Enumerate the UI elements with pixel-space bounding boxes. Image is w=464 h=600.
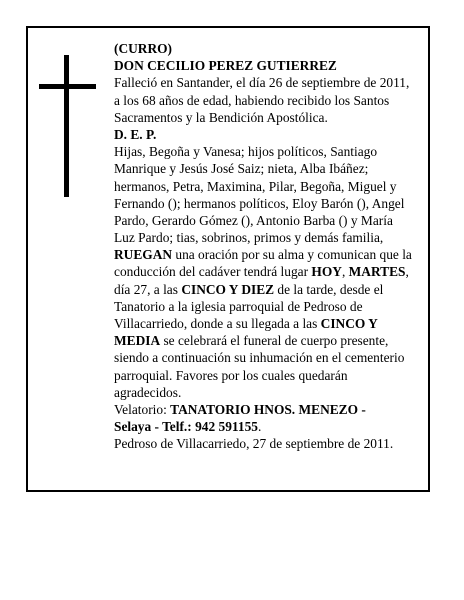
- martes: MARTES: [348, 264, 406, 280]
- wake-place: TANATORIO HNOS. MENEZO -: [170, 401, 366, 417]
- ruegan: RUEGAN: [114, 247, 173, 263]
- time-funeral-a: CINCO Y: [320, 316, 378, 331]
- hoy: HOY: [311, 264, 342, 280]
- family-line: Pardo, Gerardo Gómez (), Antonio Barba () y María: [114, 212, 393, 228]
- death-line: Sacramentos y la Bendición Apostólica.: [114, 109, 328, 125]
- family-line: Hijas, Begoña y Vanesa; hijos políticos, Santiago: [114, 144, 378, 160]
- request-line: siendo a continuación su inhumación en el cementerio: [114, 350, 405, 366]
- obituary-text: [114, 40, 424, 453]
- wake-line: Selaya - Telf.: 942 591155.: [114, 419, 262, 435]
- request-line: RUEGAN una oración por su alma y comunican que la: [114, 247, 412, 263]
- request-line: parroquial. Favores por los cuales quedarán: [114, 367, 348, 383]
- time-departure: CINCO Y DIEZ: [181, 281, 275, 297]
- wake-line: Velatorio: TANATORIO HNOS. MENEZO -: [114, 401, 366, 417]
- cross-icon: [64, 55, 69, 197]
- death-line: Falleció en Santander, el día 26 de septiembre de 2011,: [114, 75, 410, 91]
- wake-phone: Selaya - Telf.: 942 591155: [114, 419, 258, 435]
- family-line: hermanos, Petra, Maximina, Pilar, Begoña, Miguel y: [114, 178, 397, 194]
- request-line: agradecidos.: [114, 384, 182, 400]
- request-line: Tanatorio a la iglesia parroquial de Pedroso de: [114, 298, 363, 314]
- cross-icon-crossbar: [39, 84, 96, 89]
- date-line: Pedroso de Villacarriedo, 27 de septiembre de 2011.: [114, 436, 394, 452]
- death-line: a los 68 años de edad, habiendo recibido los Santos: [114, 92, 390, 108]
- family-line: Fernando (); hermanos políticos, Eloy Barón (), Angel: [114, 195, 405, 211]
- request-line: MEDIA se celebrará el funeral de cuerpo presente,: [114, 333, 389, 349]
- family-line: Luz Pardo; tias, sobrinos, primos y demás familia,: [114, 230, 384, 246]
- rip: D. E. P.: [114, 126, 157, 142]
- time-funeral-b: MEDIA: [114, 333, 161, 349]
- nickname: (CURRO): [114, 41, 173, 56]
- request-line: día 27, a las CINCO Y DIEZ de la tarde, desde el: [114, 281, 384, 297]
- deceased-name: DON CECILIO PEREZ GUTIERREZ: [114, 58, 337, 74]
- request-line: conducción del cadáver tendrá lugar HOY, MARTES,: [114, 264, 409, 280]
- request-line: Villacarriedo, donde a su llegada a las CINCO Y: [114, 316, 378, 331]
- family-line: Manrique y Jesús José Saiz; nieta, Alba Ibáñez;: [114, 161, 369, 177]
